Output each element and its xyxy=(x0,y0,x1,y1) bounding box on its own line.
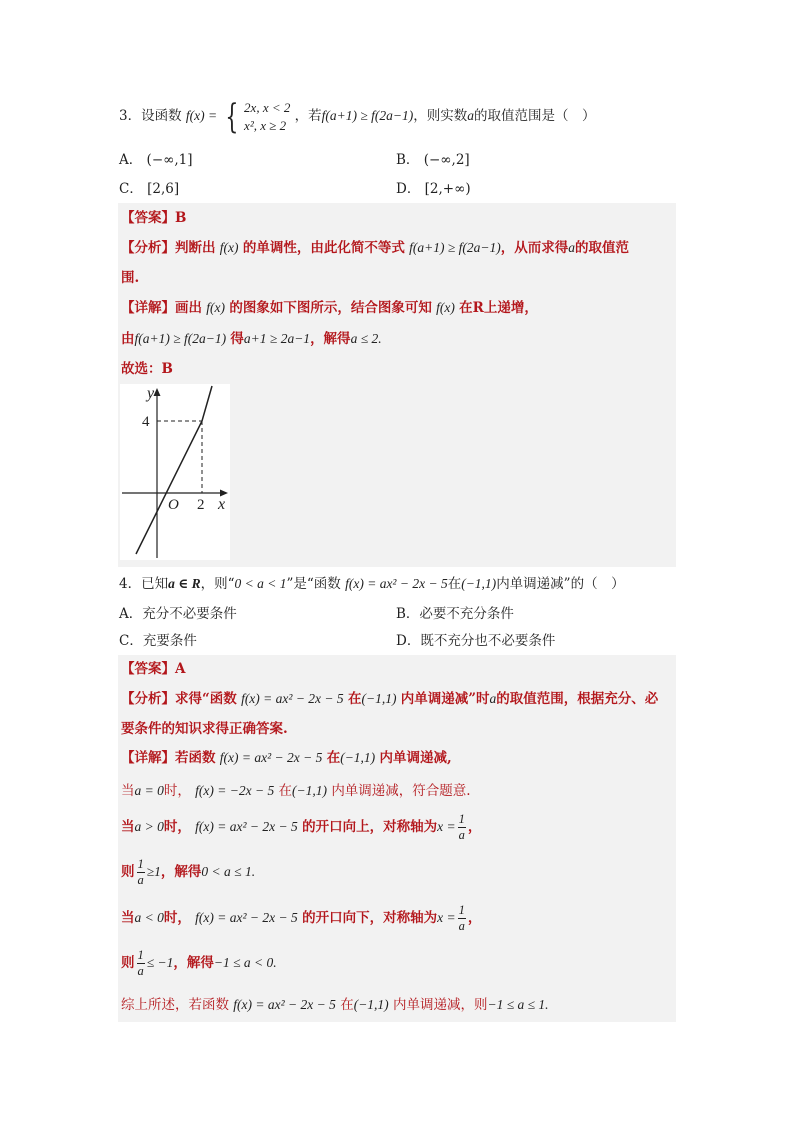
q4-detail-line4: 则 $\frac{1}{a}$ ≥1，解得0 < a ≤ 1. xyxy=(121,857,256,887)
q3-detail-line1: 【详解】画出 f(x) 的图象如下图所示，结合图象可知 f(x) 在R上递增， xyxy=(121,300,538,316)
q3-choice: 故选：B xyxy=(121,361,173,377)
q3-detail-line2: 由f(a+1) ≥ f(2a−1) 得a+1 ≥ 2a−1，解得a ≤ 2. xyxy=(121,331,382,347)
q3-option-a: A． (−∞,1] xyxy=(119,152,193,168)
q4-analysis-line2: 要条件的知识求得正确答案. xyxy=(121,721,288,737)
q3-number: 3． xyxy=(119,108,142,124)
function-curve xyxy=(136,386,212,554)
q4-detail-line1: 【详解】若函数 f(x) = ax² − 2x − 5 在(−1,1) 内单调递减, xyxy=(121,750,452,766)
q3-stem: 3．设函数 f(x) = { 2x, x < 2 x², x ≥ 2 ，若f(a+1) ≥ f(2a−1)，则实数a的取值范围是（ ） xyxy=(119,96,596,137)
q4-option-c: C．充要条件 xyxy=(119,633,197,649)
q4-analysis-line1: 【分析】求得“函数 f(x) = ax² − 2x − 5 在(−1,1) 内单调递减”时a的取值范围，根据充分、必 xyxy=(121,691,659,707)
q3-option-d: D． [2,+∞) xyxy=(396,181,471,197)
tick-label-y: 4 xyxy=(142,414,150,430)
q4-detail-line2: 当a = 0时， f(x) = −2x − 5 在(−1,1) 内单调递减，符合题意. xyxy=(121,783,471,799)
tick-label-x: 2 xyxy=(197,497,205,513)
q4-option-d: D．既不充分也不必要条件 xyxy=(396,633,556,649)
q4-detail-line5: 当a < 0时， f(x) = ax² − 2x − 5 的开口向下，对称轴为x = $\frac{1}{a}$ ， xyxy=(121,903,482,933)
q4-number: 4． xyxy=(119,576,142,592)
q4-stem: 4．已知a ∈ R，则“0 < a < 1”是“函数 f(x) = ax² − 2x − 5在(−1,1)内单调递减”的（ ） xyxy=(119,576,625,592)
q4-option-b: B．必要不充分条件 xyxy=(396,606,514,622)
fraction-one-over-a: $\frac{1}{a}$ xyxy=(458,812,465,842)
left-brace-icon: { xyxy=(225,96,239,137)
q4-conclusion: 综上所述，若函数 f(x) = ax² − 2x − 5 在(−1,1) 内单调递减，则−1 ≤ a ≤ 1. xyxy=(121,997,549,1013)
q4-detail-line3: 当a > 0时， f(x) = ax² − 2x − 5 的开口向上，对称轴为x = $\frac{1}{a}$ ， xyxy=(121,812,482,842)
q4-answer: 【答案】A xyxy=(121,661,186,677)
q3-inequality: f(a+1) ≥ f(2a−1) xyxy=(321,108,414,123)
q3-answer: 【答案】B xyxy=(121,210,187,226)
q3-function-label: f(x) = xyxy=(185,108,218,123)
fraction-one-over-a: $\frac{1}{a}$ xyxy=(458,903,465,933)
x-axis-label: x xyxy=(218,496,226,513)
origin-label: O xyxy=(168,497,179,513)
fraction-one-over-a: $\frac{1}{a}$ xyxy=(137,857,144,887)
q3-option-b: B． (−∞,2] xyxy=(396,152,470,168)
y-axis-arrow-icon xyxy=(154,388,161,396)
q4-option-a: A．充分不必要条件 xyxy=(119,606,237,622)
q3-analysis-line2: 围. xyxy=(121,270,140,286)
q4-detail-line6: 则 $\frac{1}{a}$ ≤ −1，解得−1 ≤ a < 0. xyxy=(121,948,277,978)
fraction-one-over-a: $\frac{1}{a}$ xyxy=(137,948,144,978)
q3-analysis-line1: 【分析】判断出 f(x) 的单调性，由此化简不等式 f(a+1) ≥ f(2a−1)，从而求得a的取值范 xyxy=(121,240,629,256)
q3-function-graph xyxy=(120,384,230,560)
function-graph-svg xyxy=(120,384,230,560)
q3-piecewise-cases: 2x, x < 2 x², x ≥ 2 xyxy=(244,99,291,133)
q3-option-c: C． [2,6] xyxy=(119,181,180,197)
y-axis-label: y xyxy=(147,385,155,402)
